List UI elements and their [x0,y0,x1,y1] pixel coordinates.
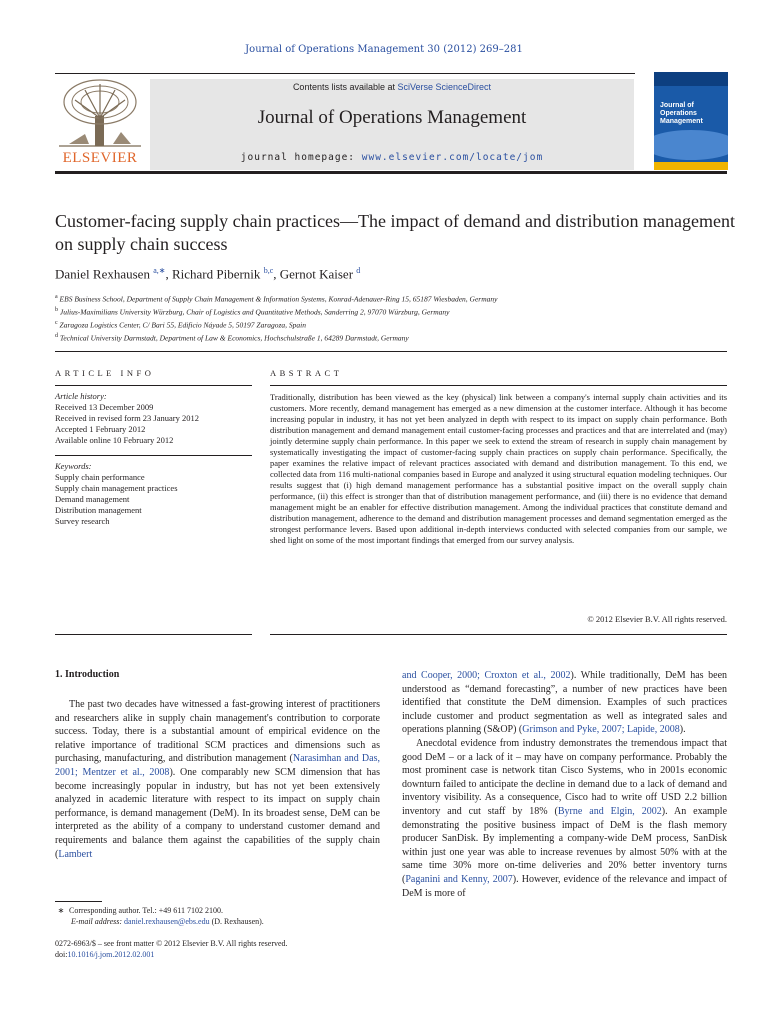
history-item: Received 13 December 2009 [55,402,154,412]
divider [55,634,252,635]
citation-link[interactable]: Byrne and Elgin, 2002 [557,805,662,817]
copyright: © 2012 Elsevier B.V. All rights reserved. [587,614,727,624]
author-name[interactable]: Daniel Rexhausen [55,266,150,282]
section-heading: 1. Introduction [55,669,120,680]
affiliation: $^a$ EBS Business School, Department of Supply Chain Management & Information Systems, Konrad-Adenauer-Ring 15, 65187 Wiesbaden, Germany [55,294,498,304]
abstract-heading: ABSTRACT [270,368,343,378]
affiliation: $^b$ Julius-Maximilians University Würzburg, Chair of Logistics and Quantitative Methods, Sanderring 2, 97070 Würzburg, Germany [55,307,450,317]
history-item: Accepted 1 February 2012 [55,424,146,434]
author-affil-marker[interactable]: a,∗ [153,266,166,275]
divider-thick [55,171,727,174]
affiliations [55,292,735,344]
homepage-line [150,152,634,163]
doi-label: doi: [55,950,68,959]
cover-title-line: Management [660,118,703,125]
citation-link[interactable]: Narasimhan and Das, 2001; Mentzer et al., 2008 [55,753,380,778]
article-history [55,391,255,446]
author-name[interactable]: Richard Pibernik [171,266,261,282]
cover-wave [654,130,728,160]
cover-band [654,162,728,170]
keyword: Distribution management [55,505,142,515]
citation-link[interactable]: Paganini and Kenny, 2007 [405,873,513,885]
affiliation: $^d$ Technical University Darmstadt, Department of Law & Economics, Hochschulstraße 1, 64289 Darmstadt, Germany [55,333,409,343]
affiliation: $^c$ Zaragoza Logistics Center, C/ Bari 55, Edificio Náyade 5, 50197 Zaragoza, Spain [55,320,307,330]
keyword: Demand management [55,494,130,504]
citation-link[interactable]: Grimson and Pyke, 2007; Lapide, 2008 [522,724,680,736]
homepage-prefix: journal homepage: [240,152,362,163]
keyword: Survey research [55,516,110,526]
citation-link[interactable]: and Cooper, 2000; Croxton et al., 2002 [402,670,571,681]
article-info-heading: ARTICLE INFO [55,368,155,378]
author-affil-marker[interactable]: b,c [263,266,274,275]
contents-line [150,82,634,92]
divider [55,351,727,352]
divider [55,385,252,386]
author-name[interactable]: Gernot Kaiser [279,266,354,282]
divider [55,73,635,74]
sciencedirect-link[interactable]: SciVerse ScienceDirect [397,82,492,92]
history-item: Received in revised form 23 January 2012 [55,413,199,423]
divider [270,634,727,635]
paper-title: Customer-facing supply chain practices—The impact of demand and distribution management on supply chain success [55,211,735,254]
corresponding-author: Corresponding author. Tel.: +49 611 7102 2100. [69,906,223,915]
history-item: Available online 10 February 2012 [55,435,174,445]
footnote-divider [55,901,102,902]
keyword: Supply chain management practices [55,483,178,493]
cover-title-line: Operations [660,110,697,117]
history-label: Article history: [55,391,107,401]
email-link[interactable]: daniel.rexhausen@ebs.edu [124,917,210,926]
journal-citation[interactable]: Journal of Operations Management 30 (2012) 269–281 [245,44,523,55]
doi-link[interactable]: 10.1016/j.jom.2012.02.001 [67,950,155,959]
author-affil-marker[interactable]: d [356,266,361,275]
contents-prefix: Contents lists available at [292,82,398,92]
issn-doi [55,938,455,960]
divider [270,385,727,386]
divider [55,455,252,456]
journal-title: Journal of Operations Management [257,107,527,128]
keyword: Supply chain performance [55,472,145,482]
cover-stripe [654,72,728,86]
cover-title [660,102,724,126]
journal-cover-image [654,72,728,170]
body-column-left: The past two decades have witnessed a fast-growing interest of practitioners and researchers alike in supply chain management's contribution to corporate success. Today, there is a substantial amount of empirical evidence on the relative importance of traditional SCM practices and dimensions such as purchasing, manufacturing, and distribution management (Narasimhan and Das, 2001; Mentzer et al., 2008). One comparably new SCM dimension that has become increasingly popular in industry, but has not yet been extensively analyzed in academic literature with respect to its impact on supply chain performance, is demand management (DeM). In its broadest sense, DeM can be interpreted as the ability of a company to understand customer demand and requirements and balance them against the capabilities of the supply chain (Lambert [55,699,380,860]
keywords [55,461,255,527]
footnote-marker: ∗ [57,906,65,915]
citation-link[interactable]: Lambert [58,848,93,860]
abstract-text: Traditionally, distribution has been viewed as the key (physical) link between a company's internal supply chain activities and its customers. More recently, demand management has emerged as a new dimension at the customer interface. Although it has become increasing popular in industry, it has not yet been analyzed in depth with respect to its impact on supply chain performance. Both distribution management and demand management entail customer-facing processes and practices and that are interrelated and (may) jointly determine supply chain performance. In this paper we seek to extend the stream of research in supply chain management by systematically investigating the impact of customer-facing supply chain practices on supply chain performance. Specifically, the paper examines the relative impact of relevant practices associated with demand and distribution management. To this end, we collected data from 116 multi-national companies based in Europe and analyzed it using structural equation modeling techniques. Our results suggest that (i) high demand management performance has a substantial positive impact on the overall supply chain performance, (ii) this effect is stronger than that of distribution management performance, and (iii) there is no evidence that demand management might be an enabler for effective distribution management. Among the individual practices that constitute demand and distribution management, adherence to the demand and distribution management processes and demand segmentation emerged as the strongest performance levers. Based upon additional in-depth interviews conducted with selected companies from our sample, we shed light on some of the most important findings that emerged from our survey analysis. [270,392,727,545]
author-list: Daniel Rexhausen $^{a,∗}$, Richard Pibernik $^{b,c}$, Gernot Kaiser $^d$ [55,266,361,282]
body-column-right: and Cooper, 2000; Croxton et al., 2002). While traditionally, DeM has been understood as “demand forecasting”, a number of new practices have been identified that constitute the DeM dimension. Examples of such practices include customer and product segmentation as well as integrated sales and operations planning (S&OP) (Grimson and Pyke, 2007; Lapide, 2008). Anecdotal evidence from industry demonstrates the tremendous impact that good DeM – or a lack of it – may have on company performance. Probably the most prominent case is network titan Cisco Systems, who in 2001s economic downturn failed to anticipate the decline in demand due to a lack of demand and inventory visibility. As a consequence, Cisco had to write off USD 2.2 billion inventory and cut staff by 18% (Byrne and Elgin, 2002). An example demonstrating the positive business impact of DeM is the flash memory producer SanDisk. By implementing a company-wide DeM process, SanDisk within just one year was able to increase revenues by almost 50% with at the same time 30% more on-time deliveries and 20% better inventory turns (Paganini and Kenny, 2007). However, evidence of the relevance and impact of DeM is more of [402,670,728,899]
elsevier-tree-icon [55,78,145,150]
issn-line: 0272-6963/$ – see front matter © 2012 Elsevier B.V. All rights reserved. [55,939,288,948]
keywords-label: Keywords: [55,461,92,471]
cover-title-line: Journal of [660,102,694,109]
homepage-link[interactable]: www.elsevier.com/locate/jom [361,152,544,163]
publisher-name: ELSEVIER [62,150,138,166]
email-label: E-mail address: [71,917,123,926]
footnote: ∗ Corresponding author. Tel.: +49 611 7102 2100. E-mail address: daniel.rexhausen@ebs.edu (D. Rexhausen). [55,905,385,927]
